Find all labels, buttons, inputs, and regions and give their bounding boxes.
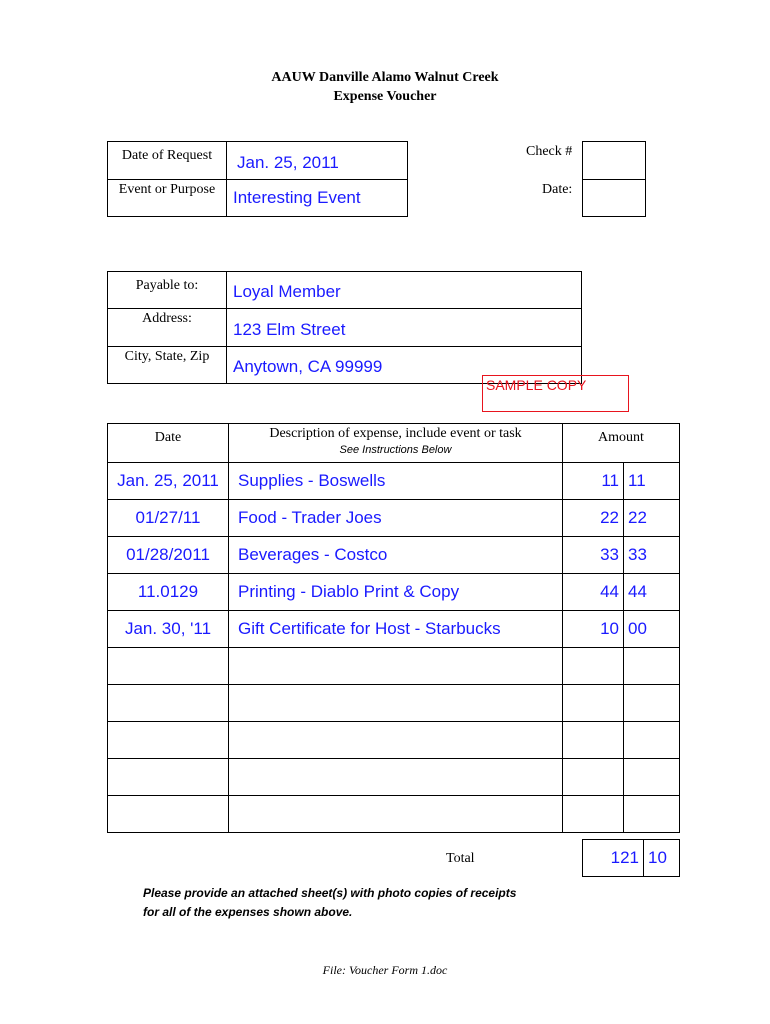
- amount-column-header: Amount: [563, 424, 680, 463]
- expense-dollars-cell[interactable]: [563, 685, 624, 722]
- expense-description-cell[interactable]: [229, 648, 563, 685]
- city-state-zip-field[interactable]: Anytown, CA 99999: [227, 347, 582, 384]
- expense-date-cell[interactable]: 01/28/2011: [108, 537, 229, 574]
- date-of-request-label: Date of Request: [108, 142, 227, 180]
- date-of-request-field[interactable]: Jan. 25, 2011: [227, 142, 408, 180]
- payable-to-field[interactable]: Loyal Member: [227, 272, 582, 309]
- expense-dollars-cell[interactable]: 22: [563, 500, 624, 537]
- expense-date-cell[interactable]: [108, 759, 229, 796]
- expense-date-cell[interactable]: [108, 685, 229, 722]
- expense-dollars-cell[interactable]: 44: [563, 574, 624, 611]
- address-label: Address:: [108, 309, 227, 347]
- expense-description-cell[interactable]: [229, 796, 563, 833]
- check-number-field[interactable]: [583, 142, 646, 180]
- expense-dollars-cell[interactable]: [563, 796, 624, 833]
- expense-date-cell[interactable]: [108, 722, 229, 759]
- expense-cents-cell[interactable]: [624, 648, 680, 685]
- expense-description-cell[interactable]: Gift Certificate for Host - Starbucks: [229, 611, 563, 648]
- expense-cents-cell[interactable]: 22: [624, 500, 680, 537]
- expense-row: [108, 796, 680, 833]
- total-cents: 10: [644, 840, 680, 877]
- expense-row: [108, 500, 680, 537]
- check-table: [582, 141, 646, 217]
- expense-date-cell[interactable]: 11.0129: [108, 574, 229, 611]
- expense-date-cell[interactable]: Jan. 30, '11: [108, 611, 229, 648]
- check-number-label: Check #: [526, 144, 573, 159]
- expense-description-cell[interactable]: [229, 685, 563, 722]
- expense-description-cell[interactable]: [229, 759, 563, 796]
- expense-cents-cell[interactable]: [624, 796, 680, 833]
- expense-dollars-cell[interactable]: [563, 722, 624, 759]
- expense-dollars-cell[interactable]: [563, 648, 624, 685]
- expense-dollars-cell[interactable]: 10: [563, 611, 624, 648]
- event-purpose-field[interactable]: Interesting Event: [227, 180, 408, 217]
- request-table: [107, 141, 408, 217]
- file-name-footer: File: Voucher Form 1.doc: [322, 963, 448, 977]
- total-dollars: 121: [583, 840, 644, 877]
- expense-description-cell[interactable]: [229, 722, 563, 759]
- expense-dollars-cell[interactable]: 11: [563, 463, 624, 500]
- expense-row: [108, 722, 680, 759]
- expense-table: [107, 423, 680, 833]
- expense-cents-cell[interactable]: [624, 722, 680, 759]
- date-column-header: Date: [108, 424, 229, 463]
- description-column-header: Description of expense, include event or task See Instructions Below: [229, 424, 563, 463]
- receipts-instructions: Please provide an attached sheet(s) with photo copies of receipts for all of the expenses shown above.: [143, 886, 517, 919]
- expense-row: [108, 537, 680, 574]
- paid-date-label: Date:: [542, 182, 573, 197]
- paid-date-field[interactable]: [583, 180, 646, 217]
- expense-dollars-cell[interactable]: 33: [563, 537, 624, 574]
- expense-date-cell[interactable]: [108, 796, 229, 833]
- expense-date-cell[interactable]: [108, 648, 229, 685]
- expense-description-cell[interactable]: Food - Trader Joes: [229, 500, 563, 537]
- expense-cents-cell[interactable]: 11: [624, 463, 680, 500]
- expense-row: [108, 463, 680, 500]
- total-table: [582, 839, 680, 877]
- expense-row: [108, 648, 680, 685]
- org-name: AAUW Danville Alamo Walnut Creek: [271, 70, 499, 85]
- expense-cents-cell[interactable]: 33: [624, 537, 680, 574]
- total-label: Total: [446, 851, 475, 866]
- expense-date-cell[interactable]: Jan. 25, 2011: [108, 463, 229, 500]
- payable-to-label: Payable to:: [108, 272, 227, 309]
- form-title: Expense Voucher: [333, 89, 437, 104]
- address-field[interactable]: 123 Elm Street: [227, 309, 582, 347]
- expense-row: [108, 685, 680, 722]
- expense-cents-cell[interactable]: [624, 685, 680, 722]
- event-purpose-label: Event or Purpose: [108, 180, 227, 217]
- expense-date-cell[interactable]: 01/27/11: [108, 500, 229, 537]
- payee-table: [107, 271, 582, 384]
- expense-description-cell[interactable]: Supplies - Boswells: [229, 463, 563, 500]
- expense-row: [108, 574, 680, 611]
- expense-cents-cell[interactable]: 44: [624, 574, 680, 611]
- see-instructions-note: See Instructions Below: [339, 444, 452, 456]
- expense-dollars-cell[interactable]: [563, 759, 624, 796]
- expense-row: [108, 611, 680, 648]
- expense-cents-cell[interactable]: [624, 759, 680, 796]
- expense-cents-cell[interactable]: 00: [624, 611, 680, 648]
- expense-row: [108, 759, 680, 796]
- city-state-zip-label: City, State, Zip: [108, 347, 227, 384]
- sample-copy-stamp: SAMPLE COPY: [482, 375, 629, 412]
- expense-description-cell[interactable]: Beverages - Costco: [229, 537, 563, 574]
- expense-description-cell[interactable]: Printing - Diablo Print & Copy: [229, 574, 563, 611]
